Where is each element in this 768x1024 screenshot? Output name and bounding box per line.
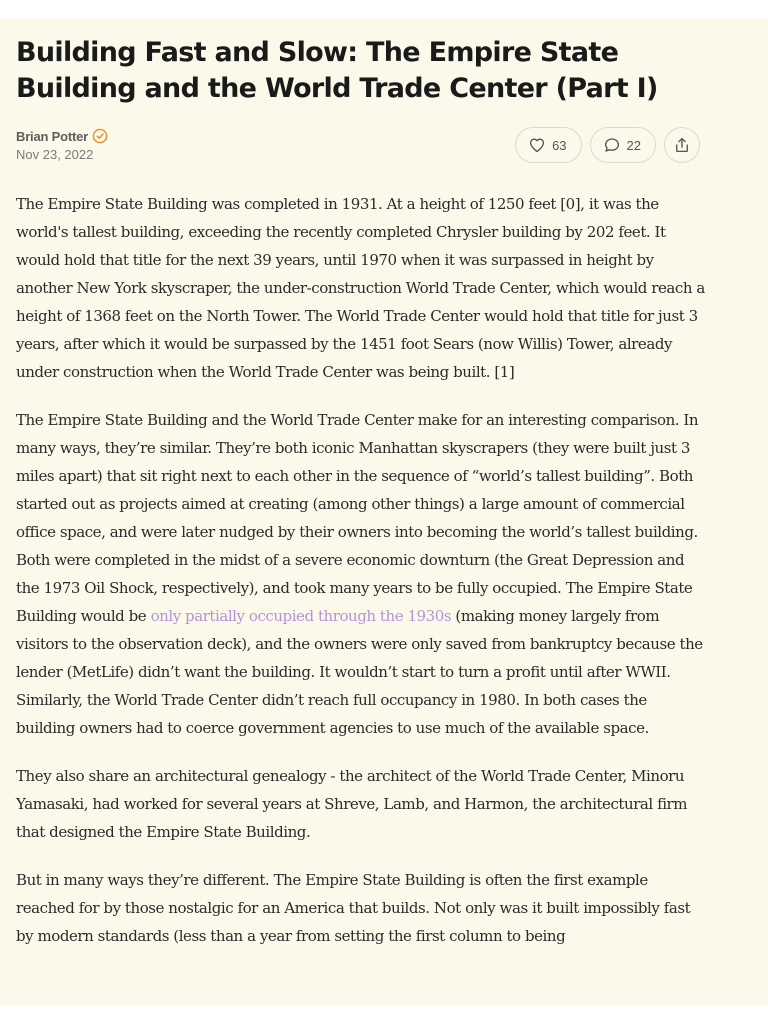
like-count: 63: [552, 137, 567, 153]
share-icon: [673, 136, 691, 154]
heart-icon: [528, 136, 546, 154]
verified-badge-icon: [92, 128, 108, 144]
paragraph: [16, 406, 706, 742]
like-button[interactable]: [515, 127, 581, 163]
paragraph: But in many ways they’re different. The Empire State Building is often the first example reached for by those nostalgic for an America that builds. Not only was it built impossibly fast by modern standards (less than a year from setting the first column to being: [16, 871, 691, 945]
share-button[interactable]: [664, 127, 700, 163]
paragraph-text: (making money largely from visitors to the observation deck), and the owners were only saved from bankruptcy because the lender (MetLife) didn’t want the building. It wouldn’t start to turn a profit until after WWII. Similarly, the World Trade Center didn’t reach full occupancy in 1980. In both cases the building owners had to coerce government agencies to use much of the available space.: [16, 607, 703, 737]
article-body: [16, 190, 706, 970]
article-page: [0, 18, 768, 1006]
author-name[interactable]: Brian Potter: [16, 128, 89, 144]
author-row: [16, 127, 108, 145]
post-actions: [515, 127, 700, 163]
occupancy-link[interactable]: only partially occupied through the 1930s: [150, 607, 452, 625]
byline: [16, 127, 108, 162]
paragraph-text: The Empire State Building and the World Trade Center make for an interesting comparison. In many ways, they’re similar. They’re both iconic Manhattan skyscrapers (they were built just 3 miles apart) that sit right next to each other in the sequence of “world’s tallest building”. Both started out as projects aimed at creating (among other things) a large amount of commercial office space, and were later nudged by their owners into becoming the world’s tallest building. Both were completed in the midst of a severe economic downturn (the Great Depression and the 1973 Oil Shock, respectively), and took many years to be fully occupied. The Empire State Building would be: [16, 411, 699, 625]
paragraph: The Empire State Building was completed in 1931. At a height of 1250 feet [0], it was the world's tallest building, exceeding the recently completed Chrysler building by 202 feet. It would hold that title for the next 39 years, until 1970 when it was surpassed in height by another New York skyscraper, the under-construction World Trade Center, which would reach a height of 1368 feet on the North Tower. The World Trade Center would hold that title for just 3 years, after which it would be surpassed by the 1451 foot Sears (now Willis) Tower, already under construction when the World Trade Center was being built. [1]: [16, 195, 705, 381]
publish-date: Nov 23, 2022: [16, 147, 94, 162]
paragraph: They also share an architectural genealogy - the architect of the World Trade Center, Minoru Yamasaki, had worked for several years at Shreve, Lamb, and Harmon, the architectural firm that designed the Empire State Building.: [16, 767, 688, 841]
comment-count: 22: [626, 137, 641, 153]
comment-button[interactable]: [590, 127, 656, 163]
speech-bubble-icon: [603, 136, 621, 154]
article-title: Building Fast and Slow: The Empire State Building and the World Trade Center (Part I): [16, 37, 658, 104]
